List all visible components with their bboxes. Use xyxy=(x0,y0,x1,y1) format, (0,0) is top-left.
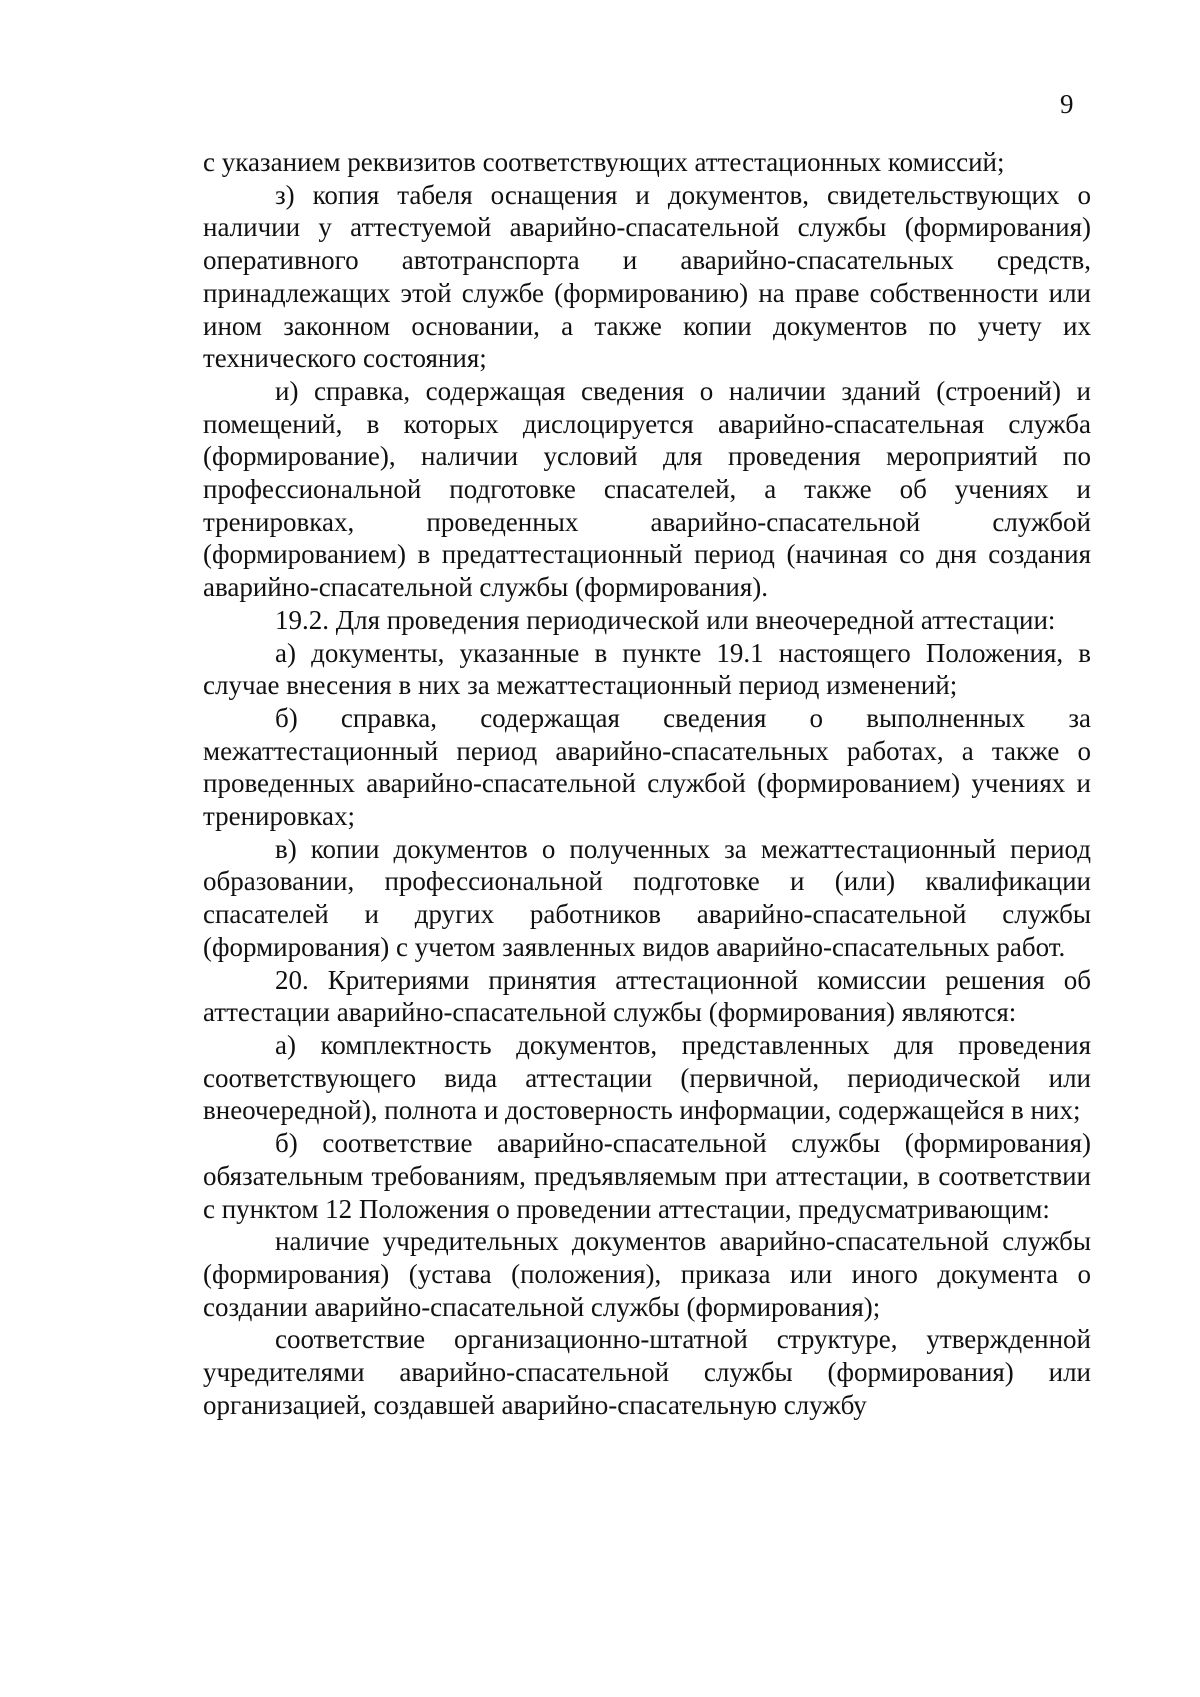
page-number: 9 xyxy=(1060,89,1074,119)
paragraph-20-item-a: а) комплектность документов, представленных для проведения соответствующего вида аттестации (первичной, периодической или внеочередной), полнота и достоверность информации, содержащейся в них; xyxy=(203,1029,1091,1126)
paragraph-19-2: 19.2. Для проведения периодической или внеочередной аттестации: xyxy=(275,604,1056,635)
document-body xyxy=(203,146,1091,1421)
paragraph-requirement-staff-structure: соответствие организационно-штатной структуре, утвержденной учредителями аварийно-спасательной службы (формирования) или организацией, создавшей аварийно-спасательную службу xyxy=(203,1324,1091,1420)
paragraph-requirement-founding-docs: наличие учредительных документов аварийно-спасательной службы (формирования) (устава (положения), приказа или иного документа о создании аварийно-спасательной службы (формирования); xyxy=(203,1226,1091,1322)
paragraph-continuation: с указанием реквизитов соответствующих аттестационных комиссий; xyxy=(203,147,1005,177)
paragraph-item-z: з) копия табеля оснащения и документов, свидетельствующих о наличии у аттестуемой аварийно-спасательной службы (формирования) оперативного автотранспорта и аварийно-спасательных средств, принадлежащих этой службе (формированию) на праве собственности или ином законном основании, а также копии документов по учету их технического состояния; xyxy=(203,179,1091,374)
paragraph-19-2-item-b: б) справка, содержащая сведения о выполненных за межаттестационный период аварийно-спасательных работах, а также о проведенных аварийно-спасательной службой (формированием) учениях и тренировках; xyxy=(203,702,1091,832)
paragraph-20: 20. Критериями принятия аттестационной комиссии решения об аттестации аварийно-спасательной службы (формирования) являются: xyxy=(203,964,1091,1028)
paragraph-item-i: и) справка, содержащая сведения о наличии зданий (строений) и помещений, в которых дислоцируется аварийно-спасательная служба (формирование), наличии условий для проведения мероприятий по профессиональной подготовке спасателей, а также об учениях и тренировках, проведенных аварийно-спасательной службой (формированием) в предаттестационный период (начиная со дня создания аварийно-спасательной службы (формирования). xyxy=(203,375,1091,603)
paragraph-19-2-item-v: в) копии документов о полученных за межаттестационный период образовании, профессиональной подготовке и (или) квалификации спасателей и других работников аварийно-спасательной службы (формирования) с учетом заявленных видов аварийно-спасательных работ. xyxy=(203,833,1091,962)
paragraph-19-2-item-a: а) документы, указанные в пункте 19.1 настоящего Положения, в случае внесения в них за межаттестационный период изменений; xyxy=(203,637,1091,701)
paragraph-20-item-b: б) соответствие аварийно-спасательной службы (формирования) обязательным требованиям, предъявляемым при аттестации, в соответствии с пунктом 12 Положения о проведении аттестации, предусматривающим: xyxy=(203,1128,1091,1224)
